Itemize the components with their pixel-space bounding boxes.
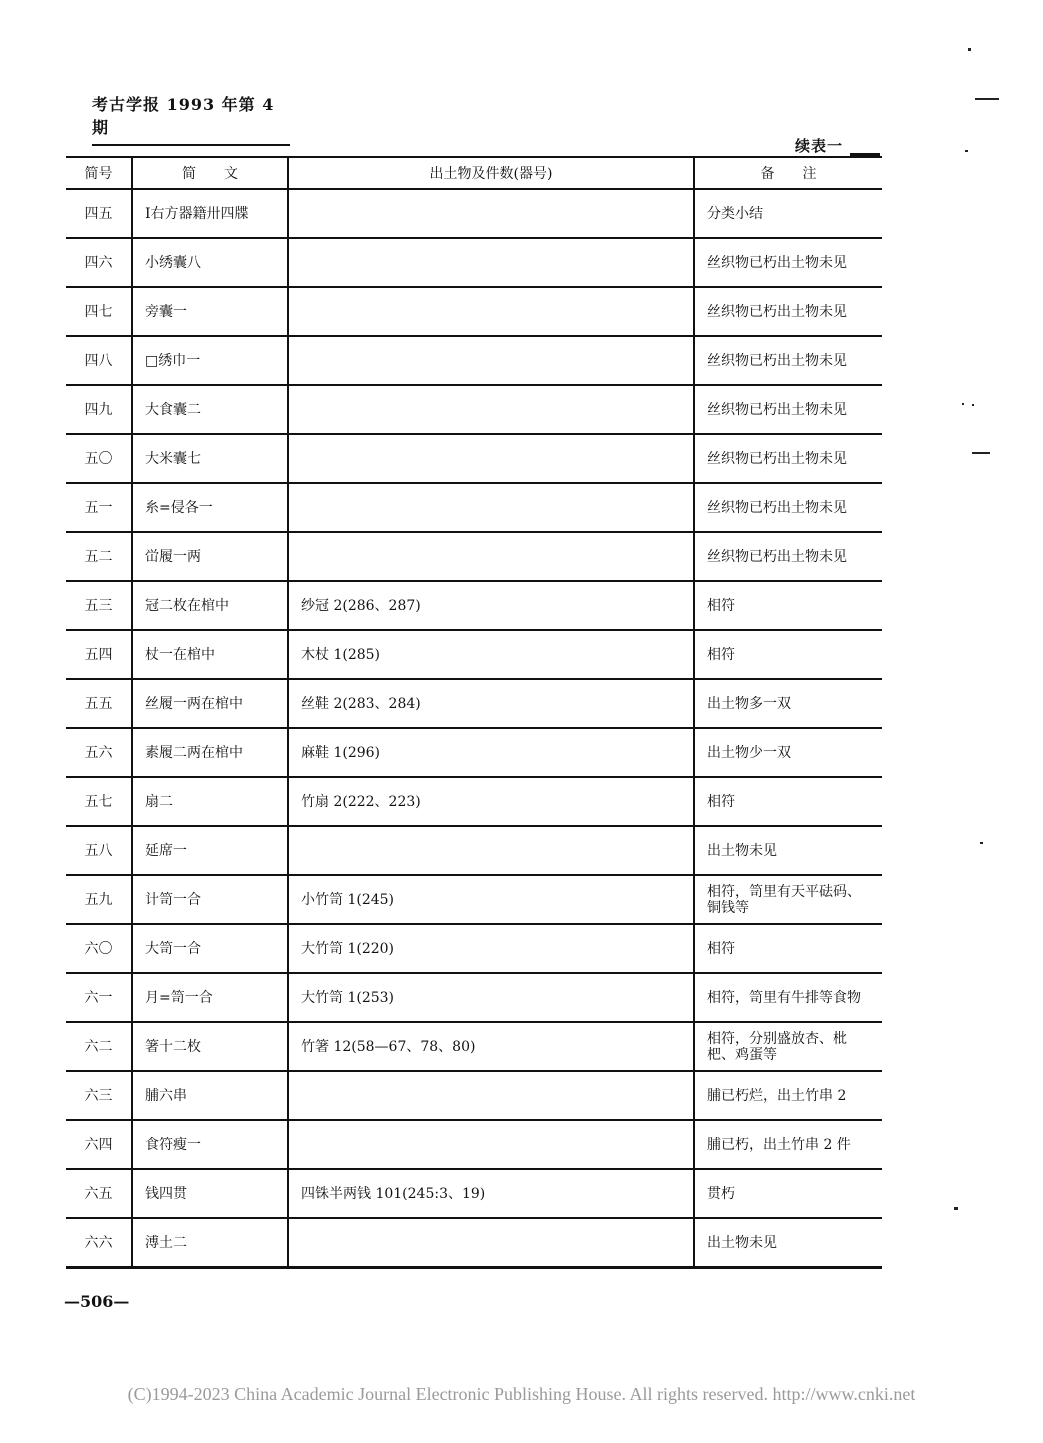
column-header-remarks: 备 注	[694, 157, 882, 189]
cell-remarks: 丝织物已朽出土物未见	[694, 434, 882, 483]
table-row	[66, 581, 882, 630]
cell-excavated-items: 竹箸 12(58—67、78、80)	[288, 1022, 694, 1071]
table-row	[66, 532, 882, 581]
cell-remarks: 贯朽	[694, 1169, 882, 1218]
cell-remarks: 相符	[694, 630, 882, 679]
scan-mark	[972, 452, 990, 454]
cell-remarks: 丝织物已朽出土物未见	[694, 532, 882, 581]
cell-slip-number: 四七	[66, 287, 132, 336]
cell-excavated-items: 纱冠 2(286、287)	[288, 581, 694, 630]
cell-remarks: 丝织物已朽出土物未见	[694, 238, 882, 287]
cell-excavated-items	[288, 287, 694, 336]
cell-remarks: 丝织物已朽出土物未见	[694, 483, 882, 532]
table-row	[66, 630, 882, 679]
cell-slip-number: 六四	[66, 1120, 132, 1169]
cell-remarks: 脯已朽，出土竹串 2 件	[694, 1120, 882, 1169]
cell-remarks: 出土物少一双	[694, 728, 882, 777]
cell-slip-number: 五八	[66, 826, 132, 875]
cell-slip-text: 计笥一合	[132, 875, 288, 924]
cell-remarks: 丝织物已朽出土物未见	[694, 336, 882, 385]
column-header-slip-no: 简号	[66, 157, 132, 189]
cell-slip-number: 四八	[66, 336, 132, 385]
cell-slip-number: 五六	[66, 728, 132, 777]
cell-slip-text: 大米囊七	[132, 434, 288, 483]
cell-remarks: 相符，分别盛放杏、枇杷、鸡蛋等	[694, 1022, 882, 1071]
cell-excavated-items	[288, 826, 694, 875]
cell-slip-text: 扇二	[132, 777, 288, 826]
table-row	[66, 189, 882, 238]
cell-slip-number: 六六	[84, 1234, 113, 1251]
cell-remarks: 相符，笥里有天平砝码、铜钱等	[694, 875, 882, 924]
scan-mark	[975, 98, 999, 100]
inventory-table	[66, 156, 882, 1269]
table-row	[66, 1169, 882, 1218]
table-row	[66, 826, 882, 875]
table-row	[66, 1022, 882, 1071]
cell-excavated-items: 木杖 1(285)	[288, 630, 694, 679]
scan-mark	[962, 403, 964, 405]
table-row	[66, 973, 882, 1022]
cell-slip-number: 五一	[66, 483, 132, 532]
table-row	[66, 875, 882, 924]
scan-mark	[954, 1207, 958, 1210]
cell-slip-number: 五二	[66, 532, 132, 581]
cell-slip-text: 冠二枚在棺中	[132, 581, 288, 630]
cell-excavated-items	[288, 532, 694, 581]
table-row	[66, 336, 882, 385]
cell-excavated-items: 大竹笥 1(220)	[288, 924, 694, 973]
cell-slip-number: 六二	[66, 1022, 132, 1071]
cell-slip-text: 小绣囊八	[132, 238, 288, 287]
table-body	[66, 189, 882, 1268]
cell-slip-text: 钱四贯	[132, 1169, 288, 1218]
cell-excavated-items	[288, 385, 694, 434]
column-header-slip-text: 简 文	[132, 157, 288, 189]
scan-mark	[972, 404, 974, 406]
cell-slip-text: 大食囊二	[132, 385, 288, 434]
table-row	[66, 777, 882, 826]
cell-remarks: 相符，笥里有牛排等食物	[694, 973, 882, 1022]
cell-slip-number: 四九	[66, 385, 132, 434]
cell-excavated-items	[288, 336, 694, 385]
cell-slip-text: 箸十二枚	[132, 1022, 288, 1071]
cell-excavated-items	[288, 238, 694, 287]
cell-excavated-items	[288, 1071, 694, 1120]
page-number: —506—	[64, 1292, 130, 1311]
cell-slip-text: 杖一在棺中	[132, 630, 288, 679]
scan-mark	[965, 150, 968, 152]
cell-slip-number: 五四	[66, 630, 132, 679]
cell-excavated-items	[288, 483, 694, 532]
cell-slip-text: 食符瘦一	[132, 1120, 288, 1169]
cell-remarks: 丝织物已朽出土物未见	[694, 287, 882, 336]
cell-slip-text: □绣巾一	[132, 336, 288, 385]
cell-excavated-items	[288, 1218, 694, 1268]
table-row	[66, 1120, 882, 1169]
cell-slip-number: 六五	[66, 1169, 132, 1218]
cell-remarks: 出土物未见	[694, 1218, 882, 1268]
cell-slip-number: 五〇	[66, 434, 132, 483]
cell-remarks: 相符	[694, 581, 882, 630]
table-row	[66, 728, 882, 777]
cell-slip-text: 大笥一合	[132, 924, 288, 973]
cell-excavated-items: 丝鞋 2(283、284)	[288, 679, 694, 728]
cell-slip-text: 糸=侵各一	[132, 483, 288, 532]
cell-slip-text: 峃履一两	[132, 532, 288, 581]
cell-excavated-items	[288, 1120, 694, 1169]
table-header-row	[66, 157, 882, 189]
cell-slip-number: 五三	[66, 581, 132, 630]
table-row	[66, 679, 882, 728]
scan-mark	[968, 48, 971, 51]
table-row	[66, 1071, 882, 1120]
cell-slip-number: 四五	[66, 189, 132, 238]
cell-excavated-items: 大竹笥 1(253)	[288, 973, 694, 1022]
cell-slip-text: 溥土二	[132, 1218, 288, 1268]
cell-slip-number: 六一	[66, 973, 132, 1022]
cell-remarks: 出土物多一双	[694, 679, 882, 728]
cell-slip-number: 五五	[66, 679, 132, 728]
cell-slip-text: 素履二两在棺中	[132, 728, 288, 777]
cell-slip-text: Ⅰ右方器籍卅四牒	[132, 189, 288, 238]
cell-excavated-items: 四铢半两钱 101(245:3、19)	[288, 1169, 694, 1218]
table-row	[66, 1218, 882, 1268]
cell-remarks: 相符	[694, 777, 882, 826]
cell-remarks: 脯已朽烂，出土竹串 2	[694, 1071, 882, 1120]
table-row	[66, 238, 882, 287]
cell-excavated-items: 麻鞋 1(296)	[288, 728, 694, 777]
cell-excavated-items: 小竹笥 1(245)	[288, 875, 694, 924]
column-header-excavated-items: 出土物及件数(器号)	[288, 157, 694, 189]
cell-excavated-items: 竹扇 2(222、223)	[288, 777, 694, 826]
cell-remarks: 相符	[694, 924, 882, 973]
scan-mark	[980, 842, 983, 844]
continuation-label: 续表一	[795, 137, 844, 155]
table-row	[66, 287, 882, 336]
cell-remarks: 出土物未见	[694, 826, 882, 875]
table-row	[66, 385, 882, 434]
cell-slip-number: 五九	[66, 875, 132, 924]
cell-slip-number: 五七	[66, 777, 132, 826]
cell-excavated-items	[288, 434, 694, 483]
cell-slip-text: 延席一	[132, 826, 288, 875]
cell-remarks: 丝织物已朽出土物未见	[694, 385, 882, 434]
cell-slip-text: 月=笥一合	[132, 973, 288, 1022]
cell-slip-number: 六三	[66, 1071, 132, 1120]
cell-slip-text: 脯六串	[132, 1071, 288, 1120]
cell-slip-text: 旁囊一	[132, 287, 288, 336]
cell-slip-number: 四六	[66, 238, 132, 287]
table-row	[66, 483, 882, 532]
cell-excavated-items	[288, 189, 694, 238]
copyright-notice: (C)1994-2023 China Academic Journal Electronic Publishing House. All rights reserved. http://www.cnki.net	[127, 1384, 916, 1404]
cell-remarks: 分类小结	[694, 189, 882, 238]
journal-header: 考古学报 1993 年第 4 期	[92, 92, 290, 146]
table-row	[66, 434, 882, 483]
cell-slip-text: 丝履一两在棺中	[132, 679, 288, 728]
table-row	[66, 924, 882, 973]
cell-slip-number: 六〇	[66, 924, 132, 973]
